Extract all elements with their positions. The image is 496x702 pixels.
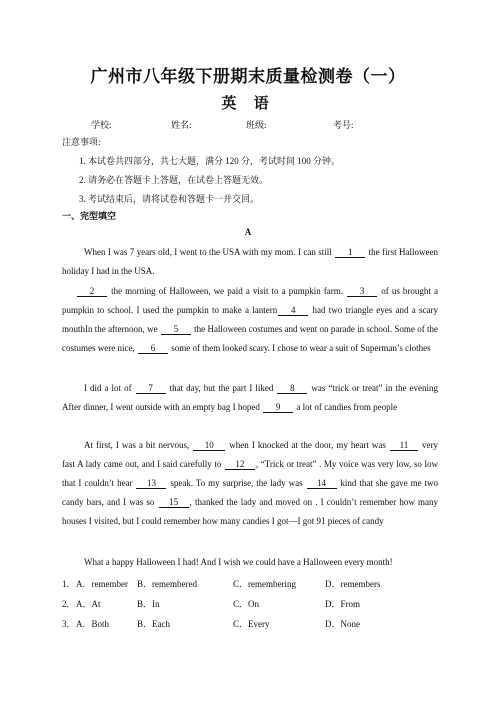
number-field-label: 考号: bbox=[333, 120, 354, 130]
passage-paragraph-4: At first, I was a bit nervous, 10 when I knocked at the door, my heart was 11 very fast A lady came out, and I said carefully to 12 , “Trick or treat” . My voice was very low, so low that I couldn’t hear 13 speak. To my surprise, the lady was 14 kind that she gave me two candy bars, and I was so 15 , thanked the lady and moved on . I couldn’t remember how many houses I visited, but I could remember how many candies I got—I got 91 pieces of candy bbox=[62, 440, 439, 526]
blank-11: 11 bbox=[390, 440, 418, 451]
option-b[interactable]: B．Each bbox=[137, 619, 170, 629]
note-item-1: 1. 本试卷共四部分，共七大题，满分 120 分，考试时间 100 分钟。 bbox=[79, 156, 341, 166]
blank-2: 2 bbox=[77, 286, 107, 297]
option-c[interactable]: C．Every bbox=[233, 619, 270, 629]
notes-heading: 注意事项: bbox=[62, 137, 101, 147]
option-d[interactable]: D．None bbox=[325, 619, 360, 629]
question-number: 3． bbox=[62, 619, 76, 629]
section-title: 一、完型填空 bbox=[62, 211, 117, 221]
blank-12: 12 bbox=[225, 459, 255, 470]
blank-3: 3 bbox=[347, 286, 377, 297]
question-number: 1． bbox=[62, 579, 76, 589]
note-item-2: 2. 请务必在答题卡上答题，在试卷上答题无效。 bbox=[79, 175, 269, 185]
option-a[interactable]: A．At bbox=[76, 599, 101, 609]
note-item-3: 3. 考试结束后，请将试卷和答题卡一并交回。 bbox=[79, 194, 260, 204]
passage-paragraph-5: What a happy Halloween I had! And I wish we could have a Halloween every month! bbox=[84, 557, 393, 567]
blank-4: 4 bbox=[278, 305, 308, 316]
blank-8: 8 bbox=[277, 383, 307, 394]
blank-13: 13 bbox=[136, 478, 166, 489]
blank-14: 14 bbox=[307, 478, 337, 489]
blank-15: 15 bbox=[159, 497, 189, 508]
blank-9: 9 bbox=[263, 402, 293, 413]
passage-label: A bbox=[244, 227, 252, 237]
name-field-label: 姓名: bbox=[171, 120, 192, 130]
blank-10: 10 bbox=[193, 440, 225, 451]
blank-6: 6 bbox=[138, 343, 168, 354]
exam-title: 广州市八年级下册期末质量检测卷（一） bbox=[90, 67, 406, 87]
option-d[interactable]: D．remembers bbox=[325, 579, 381, 589]
option-d[interactable]: D．From bbox=[325, 599, 361, 609]
option-c[interactable]: C．remembering bbox=[233, 579, 296, 589]
blank-5: 5 bbox=[161, 324, 191, 335]
question-2 bbox=[62, 597, 442, 609]
option-a[interactable]: A．remember bbox=[76, 579, 128, 589]
option-c[interactable]: C．On bbox=[233, 599, 260, 609]
option-a[interactable]: A．Both bbox=[76, 619, 110, 629]
passage-paragraph-3: I did a lot of 7 that day, but the part I liked 8 was “trick or treat” in the evening After dinner, I went outside with an empty bag I hoped 9 a lot of candies from people bbox=[62, 383, 438, 412]
option-b[interactable]: B．remembered bbox=[137, 579, 197, 589]
class-field-label: 班级: bbox=[246, 120, 267, 130]
question-1 bbox=[62, 577, 442, 589]
blank-7: 7 bbox=[136, 383, 166, 394]
exam-subject: 英 语 bbox=[221, 94, 275, 112]
option-b[interactable]: B．In bbox=[137, 599, 160, 609]
school-field-label: 学校: bbox=[91, 120, 112, 130]
question-3 bbox=[62, 617, 442, 629]
passage-paragraph-1: When I was 7 years old, I went to the USA with my mom. I can still 1 the first Halloween holiday I had in the USA. bbox=[62, 247, 438, 276]
passage-paragraph-2: 2 the morning of Halloween, we paid a visit to a pumpkin farm. 3 of us brought a pumpkin to school. I used the pumpkin to make a lantern 4 had two triangle eyes and a scary mouthIn the afternoon, we 5 the Halloween costumes and went on parade in school. Some of the costumes were nice, 6 some of them looked scary. I chose to wear a suit of Superman’s clothes bbox=[62, 286, 438, 353]
blank-1: 1 bbox=[335, 247, 365, 258]
question-number: 2． bbox=[62, 599, 76, 609]
